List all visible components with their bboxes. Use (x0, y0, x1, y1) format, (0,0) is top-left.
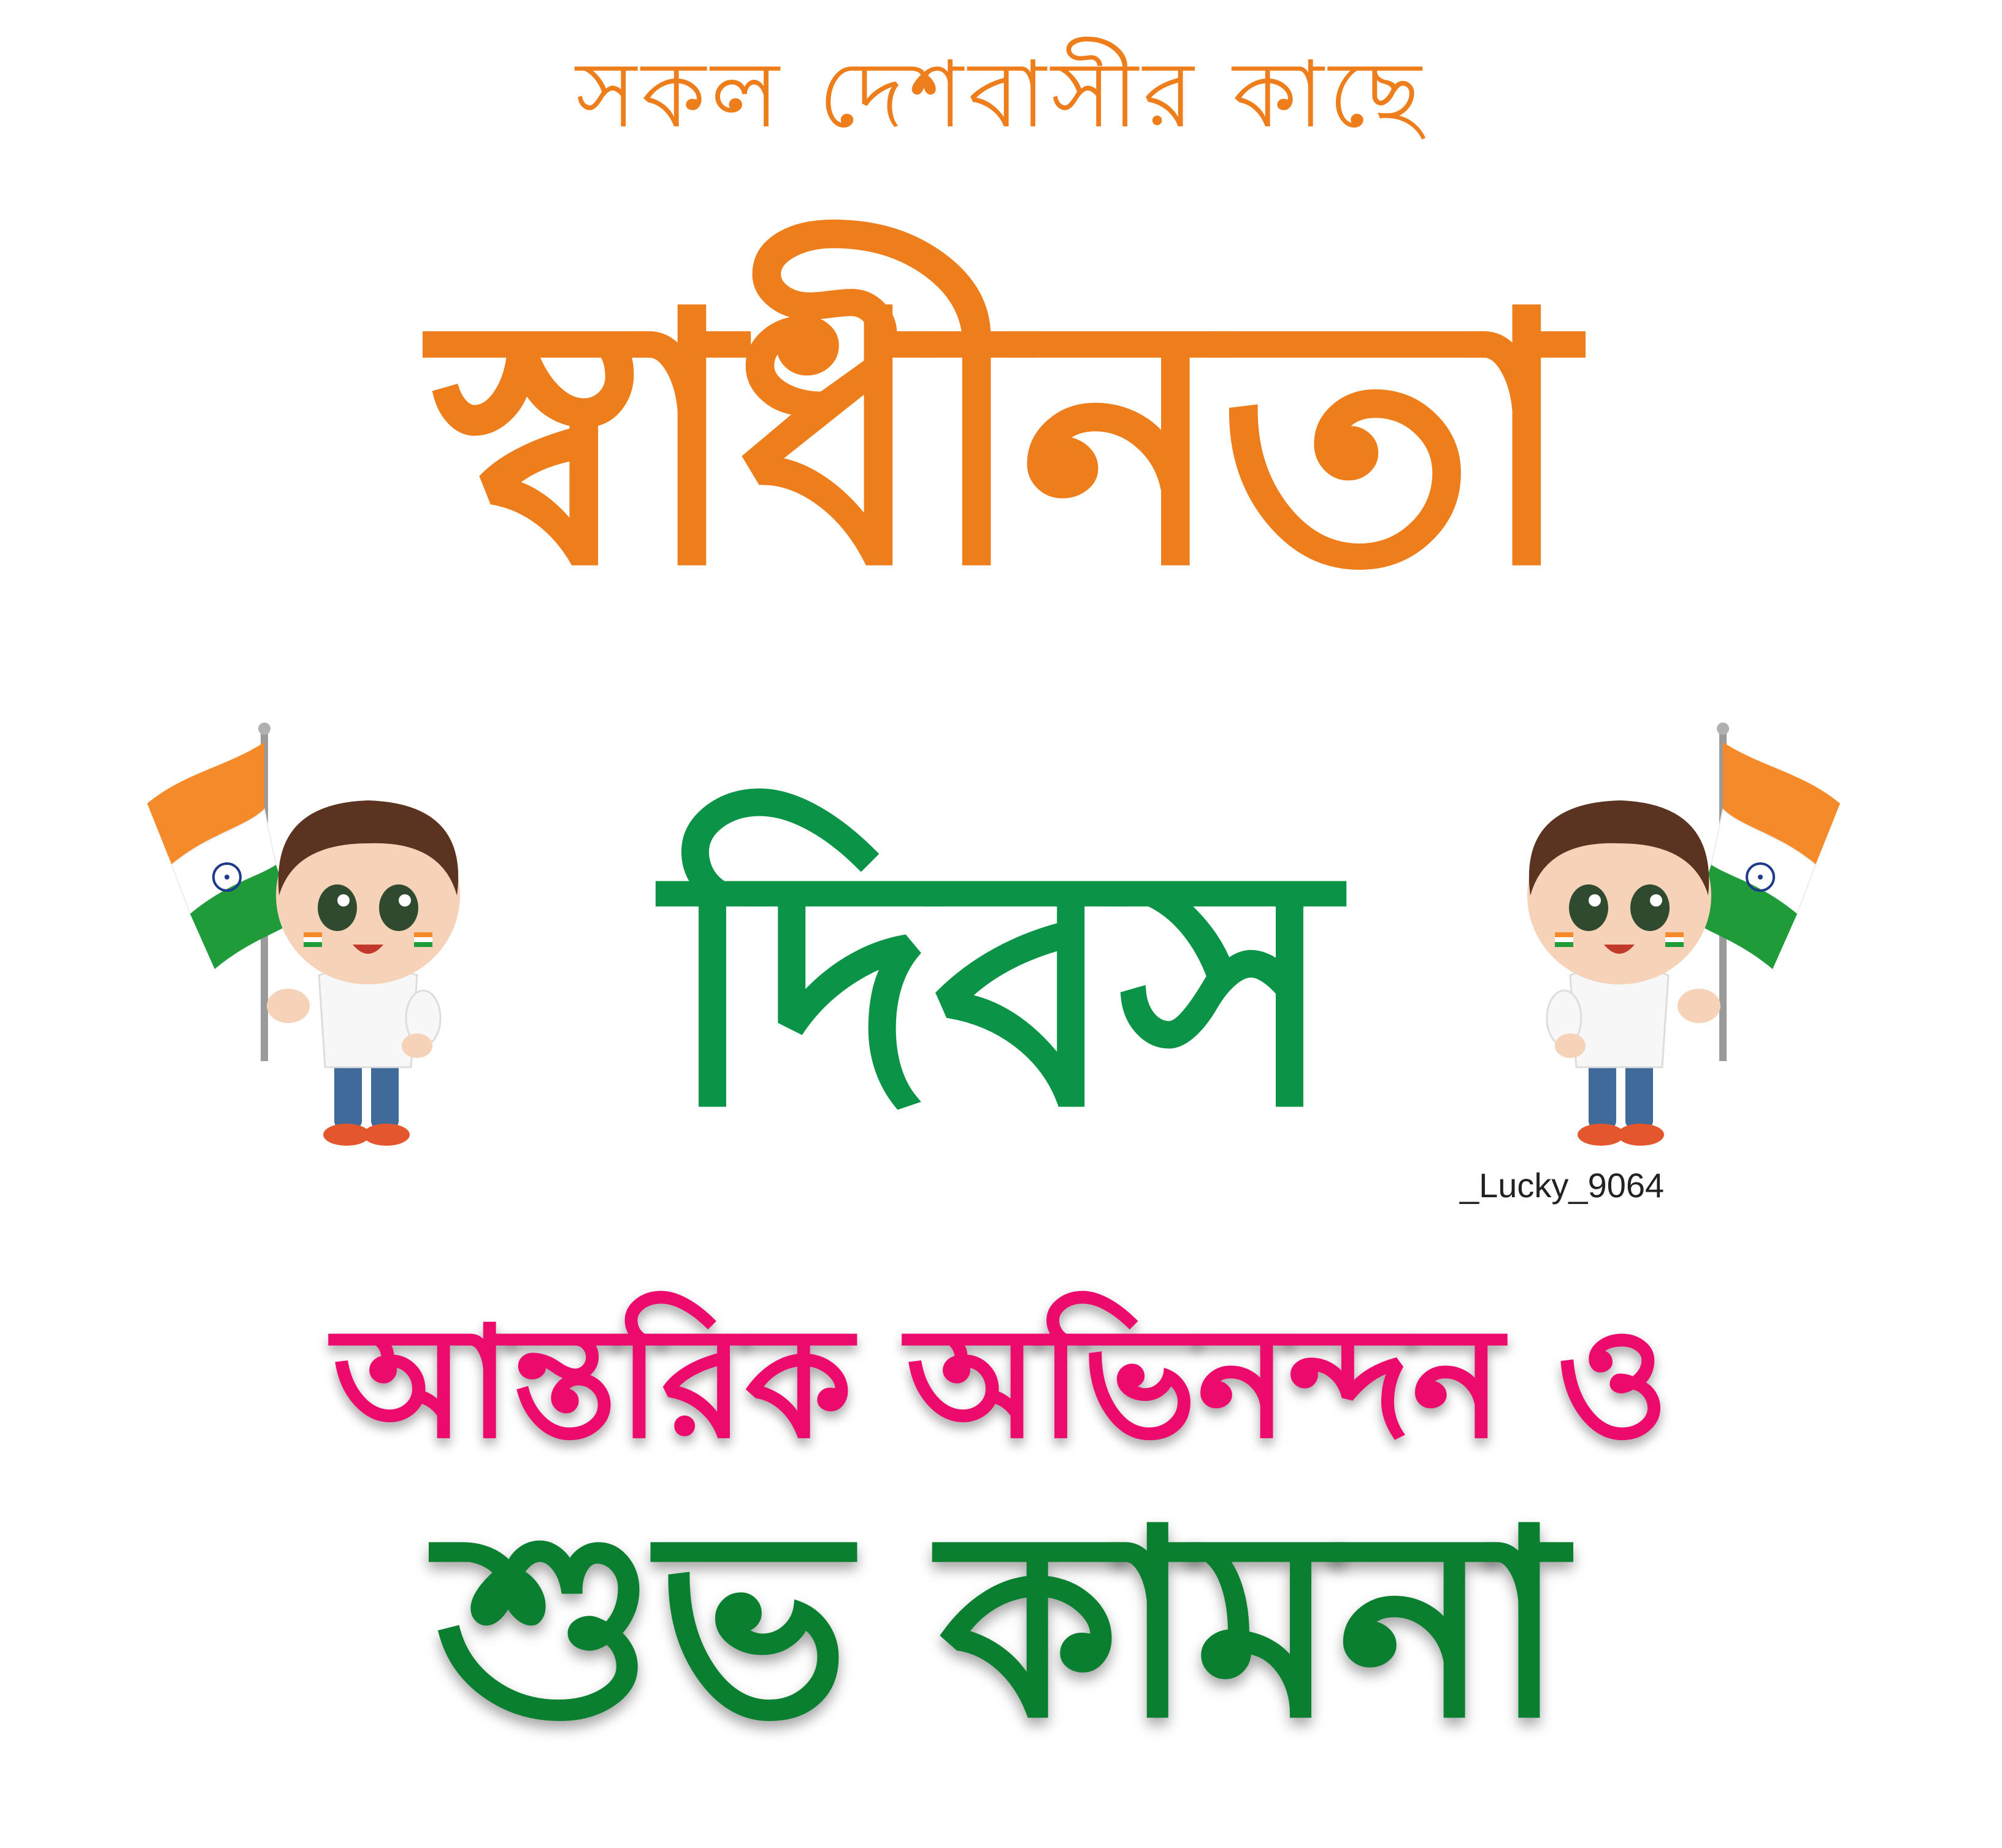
signature-watermark: _Lucky_9064 (1460, 1166, 1665, 1205)
boy-with-flag-left-illustration (135, 711, 527, 1178)
title-dibas: দিবস (665, 795, 1337, 1180)
boy-with-flag-right-illustration (1460, 711, 1852, 1178)
boy-figure (1527, 800, 1720, 1146)
greeting-line-1: আন্তরিক অভিনন্দন ও (332, 1294, 1670, 1472)
flag-icon (1693, 742, 1840, 969)
greeting-line-2: শুভ কামনা (435, 1475, 1567, 1775)
boy-figure (267, 800, 460, 1146)
header-line: সকল দেশবাসীর কাছে (575, 42, 1427, 148)
flag-icon (147, 742, 294, 969)
title-swadhinata: স্বাধীনতা (432, 242, 1570, 642)
